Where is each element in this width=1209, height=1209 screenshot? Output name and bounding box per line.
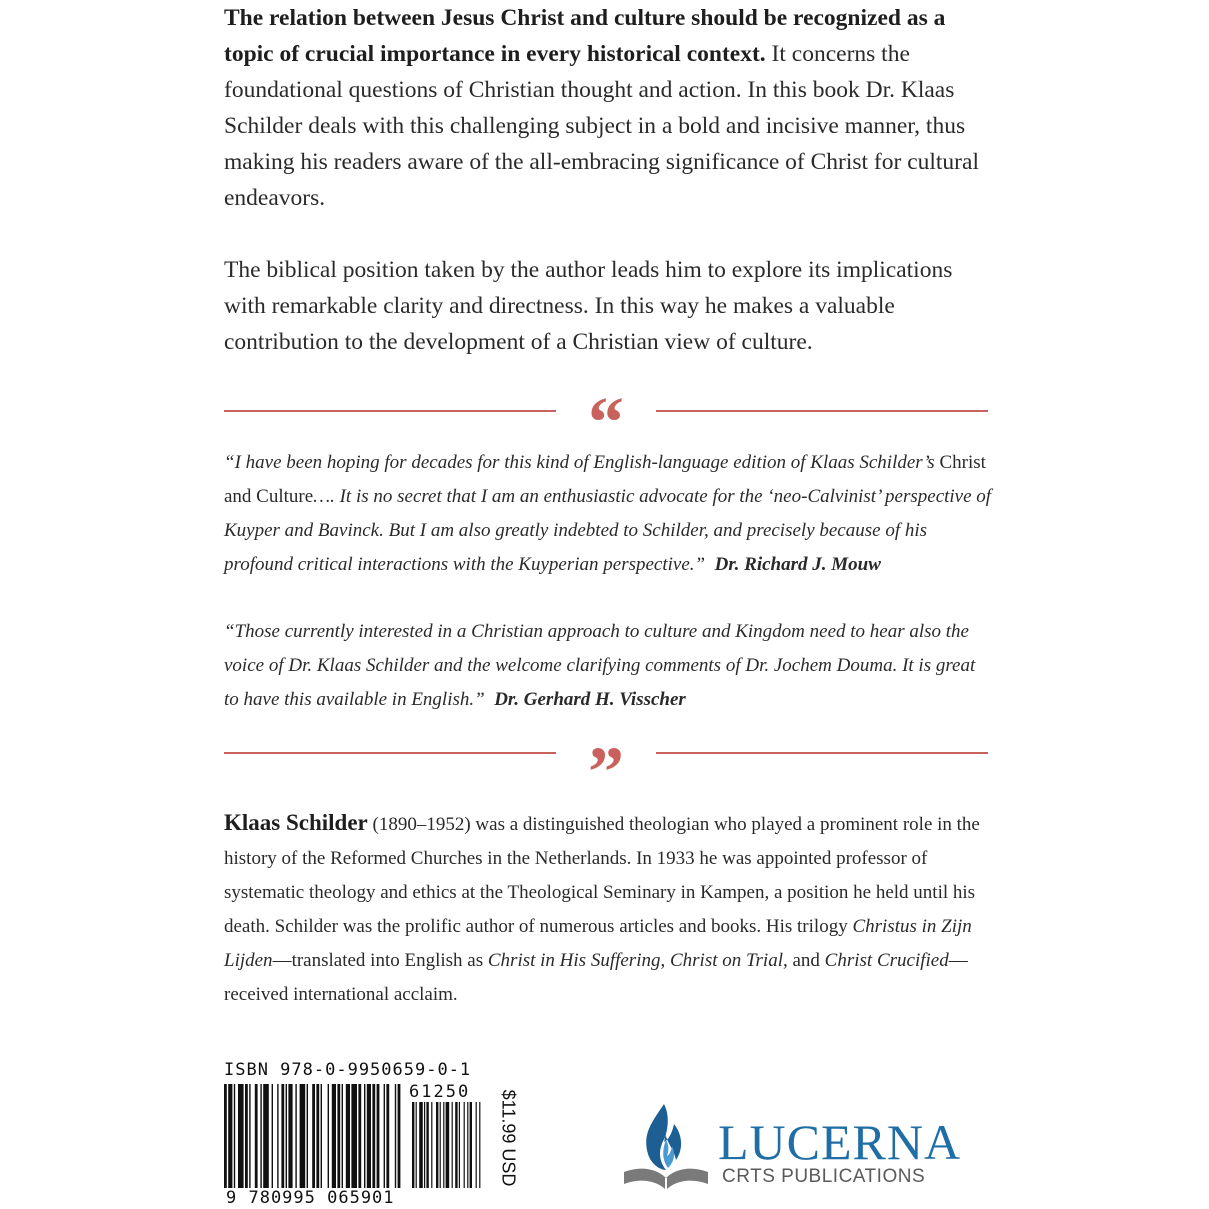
description-block [224,0,994,360]
endorsement-quote-1 [224,446,994,582]
quote-1-text-a: “I have been hoping for decades for this kind of English-language edition of Klaas Schilder’s [224,452,940,473]
quote-1-text-b: …. It is no secret that I am an enthusiastic advocate for the ‘neo-Calvinist’ perspective of Kuyper and Bavinck. But I am also greatly indebted to Schilder, and precisely because of his profound critical interactions with the Kuyperian perspective.” [224,486,992,575]
lucerna-flame-book-icon [618,1100,714,1196]
quote-divider-top-right [656,410,988,412]
price-text: $11.99 USD [498,1089,519,1187]
barcode-image [224,1084,489,1188]
bio-text: (1890–1952) was a distinguished theologian who played a prominent role in the history of the Reformed Churches in the Netherlands. In 1933 he was appointed professor of systematic theology and ethics at the Theological Seminary in Kampen, a position he held until his death. Schilder was the prolific author of numerous articles and books. His trilogy [224,814,980,937]
price-label [496,1082,520,1194]
price-code: 61250 [409,1082,471,1102]
publisher-subtitle: CRTS PUBLICATIONS [722,1166,926,1187]
quote-divider-top-left [224,410,556,412]
author-name: Klaas Schilder [224,810,368,835]
isbn-label: ISBN 978-0-9950659-0-1 [224,1060,472,1080]
quote-divider-bottom-right [656,752,988,754]
endorsement-quote-2 [224,615,994,717]
quote-2-text: “Those currently interested in a Christian approach to culture and Kingdom need to hear also the voice of Dr. Klaas Schilder and the welcome clarifying comments of Dr. Jochem Douma. It is great to have this available in English.” [224,621,976,710]
intro-lead-bold: The relation between Jesus Christ and culture should be recognized as a topic of crucial importance in every historical context. [224,5,946,67]
bio-text: , and [782,950,825,971]
open-quote-icon: “ [588,382,624,462]
bio-book-title: Christ in His Suffering [487,950,661,971]
publisher-name: LUCERNA [718,1114,962,1170]
intro-paragraph-2: The biblical position taken by the author leads him to explore its implications with remarkable clarity and directness. In this way he makes a valuable contribution to the development of a Christian view of culture. [224,257,953,355]
intro-lead-rest: It concerns the foundational questions of Christian thought and action. In this book Dr. Klaas Schilder deals with this challenging subject in a bold and incisive manner, thus making his readers aware of the all-embracing significance of Christ for cultural endeavors. [224,41,979,211]
bio-book-title: Christ on Trial [669,950,783,971]
author-bio [224,806,994,1012]
bio-book-title: Christ Crucified [824,950,949,971]
quote-1-book-title: Christ and Culture [224,452,986,507]
bio-text: —received international acclaim. [224,950,968,1005]
quote-divider-bottom-left [224,752,556,754]
bio-text: —translated into English as [272,950,488,971]
intro-paragraph-1 [224,0,994,216]
bio-book-title: Christus in Zijn Lijden [224,916,972,971]
ean-digits: 9 780995 065901 [226,1188,395,1208]
quote-2-attribution: Dr. Gerhard H. Visscher [494,689,686,710]
close-quote-icon: ” [588,732,624,812]
quote-1-attribution: Dr. Richard J. Mouw [714,554,881,575]
bio-text: , [660,950,670,971]
